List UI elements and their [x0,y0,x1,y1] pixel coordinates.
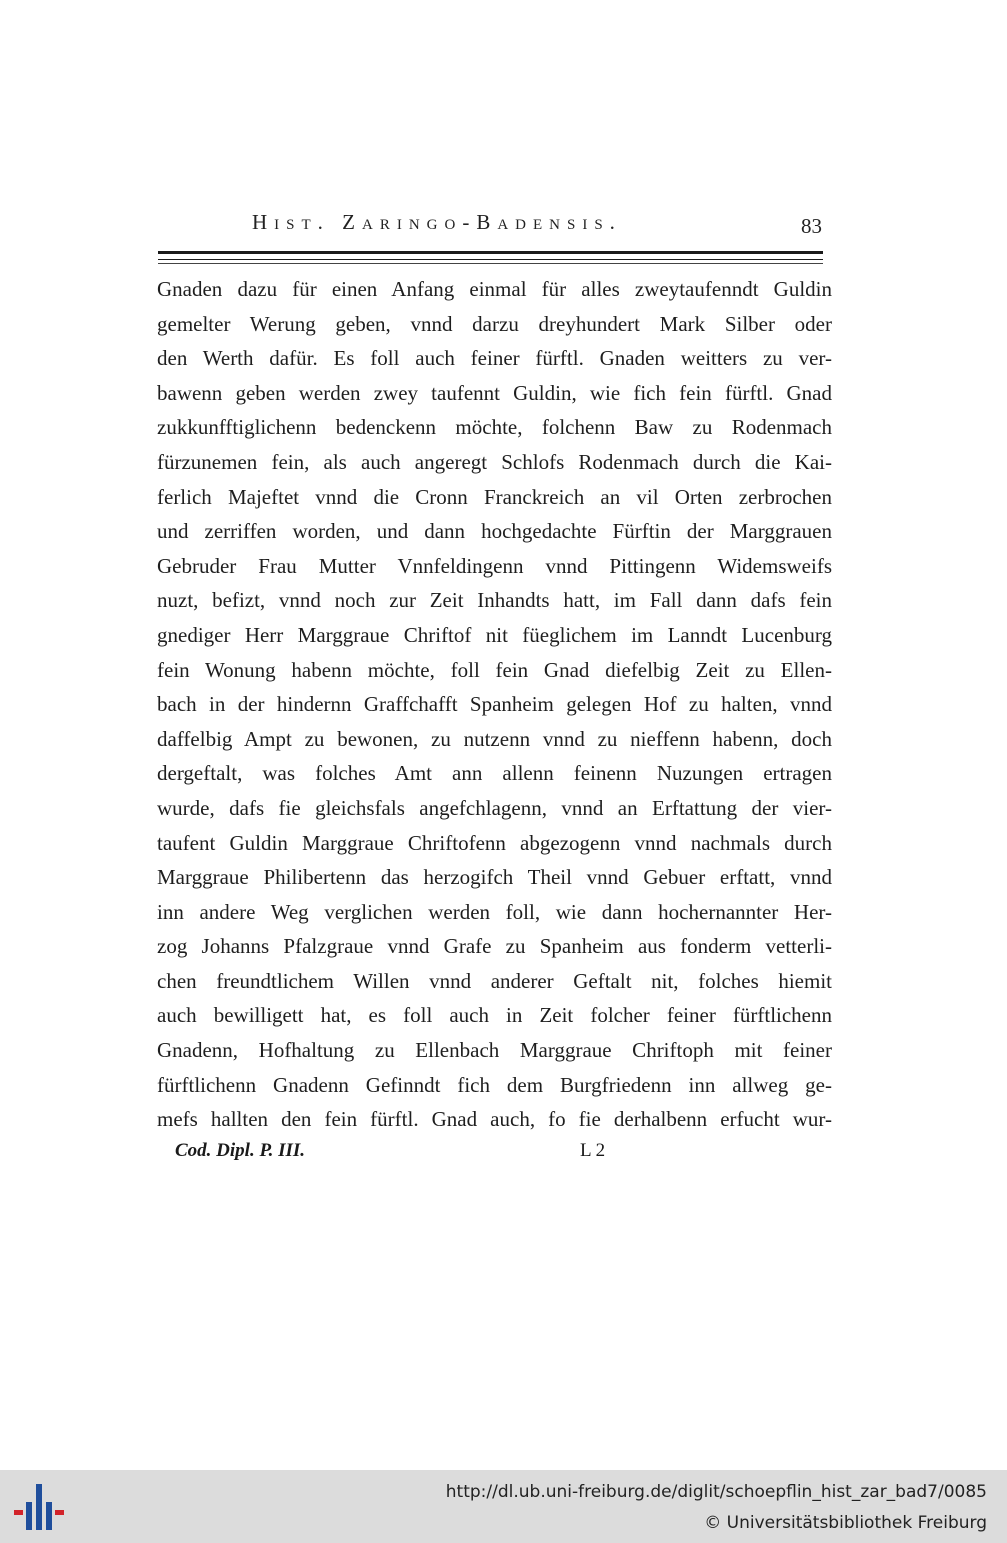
page-number: 83 [801,214,822,238]
text-line: gnediger Herr Marggraue Chriftof nit füeglichem im Lanndt Lucenburg [157,622,832,647]
text-line: ferlich Majeftet vnnd die Cronn Franckreich an vil Orten zerbrochen [157,484,832,509]
text-line: fein Wonung habenn möchte, foll fein Gnad diefelbig Zeit zu Ellen- [157,657,832,682]
text-line: fürzunemen fein, als auch angeregt Schlofs Rodenmach durch die Kai- [157,449,832,474]
text-line: wurde, dafs fie gleichsfals angefchlagenn, vnnd an Erftattung der vier- [157,795,832,820]
text-line: dergeftalt, was folches Amt ann allenn feinenn Nuzungen ertragen [157,761,832,786]
text-line: bach in der hindernn Graffchafft Spanheim gelegen Hof zu halten, vnnd [157,692,832,717]
text-line: nuzt, befizt, vnnd noch zur Zeit Inhandts hatt, im Fall dann dafs fein [157,588,832,613]
text-line: den Werth dafür. Es foll auch feiner fürftl. Gnaden weitters zu ver- [157,346,832,371]
university-library-logo-icon [14,1480,64,1534]
library-info-bar [0,1470,1007,1543]
page-url-link[interactable]: http://dl.ub.uni-freiburg.de/diglit/schoepflin_hist_zar_bad7/0085 [445,1482,987,1502]
text-line: mefs hallten den fein fürftl. Gnad auch, fo fie derhalbenn erfucht wur- [157,1107,832,1132]
running-head [158,210,828,244]
text-line: chen freundtlichem Willen vnnd anderer Geftalt nit, folches hiemit [157,968,832,993]
text-line: auch bewilligett hat, es foll auch in Zeit folcher feiner fürftlichenn [157,1003,832,1028]
text-line: Marggraue Philibertenn das herzogifch Theil vnnd Gebuer erftatt, vnnd [157,865,832,890]
sheet-signature: L 2 [580,1140,606,1161]
header-rule-thin [158,259,823,260]
text-line: Gnaden dazu für einen Anfang einmal für alles zweytaufenndt Guldin [157,277,832,301]
codex-reference: Cod. Dipl. P. III. [175,1140,306,1161]
body-text [157,272,832,1137]
header-rule-thin-lower [158,263,823,264]
text-line: daffelbig Ampt zu bewonen, zu nutzenn vnnd zu nieffenn habenn, doch [157,726,832,751]
text-line: Gnadenn, Hofhaltung zu Ellenbach Marggraue Chriftoph mit feiner [157,1038,832,1063]
running-title: Hist. Zaringo-Badensis. [252,210,622,234]
text-line: fürftlichenn Gnadenn Gefinndt fich dem Burgfriedenn inn allweg ge- [157,1072,832,1097]
text-line: gemelter Werung geben, vnnd darzu dreyhundert Mark Silber oder [157,311,832,336]
text-line: Gebruder Frau Mutter Vnnfeldingenn vnnd Pittingenn Widemsweifs [157,553,832,578]
page-footer [175,1140,635,1170]
copyright-notice: © Universitätsbibliothek Freiburg [704,1513,987,1533]
text-line: taufent Guldin Marggraue Chriftofenn abgezogenn vnnd nachmals durch [157,830,832,855]
text-line: zog Johanns Pfalzgraue vnnd Grafe zu Spanheim aus fonderm vetterli- [157,934,832,959]
header-rule-thick [158,251,823,254]
text-line: bawenn geben werden zwey taufennt Guldin, wie fich fein fürftl. Gnad [157,380,832,405]
text-line: inn andere Weg verglichen werden foll, wie dann hochernannter Her- [157,899,832,924]
text-line: zukkunfftiglichenn bedenckenn möchte, folchenn Baw zu Rodenmach [157,415,832,440]
text-line: und zerriffen worden, und dann hochgedachte Fürftin der Marggrauen [157,519,832,544]
